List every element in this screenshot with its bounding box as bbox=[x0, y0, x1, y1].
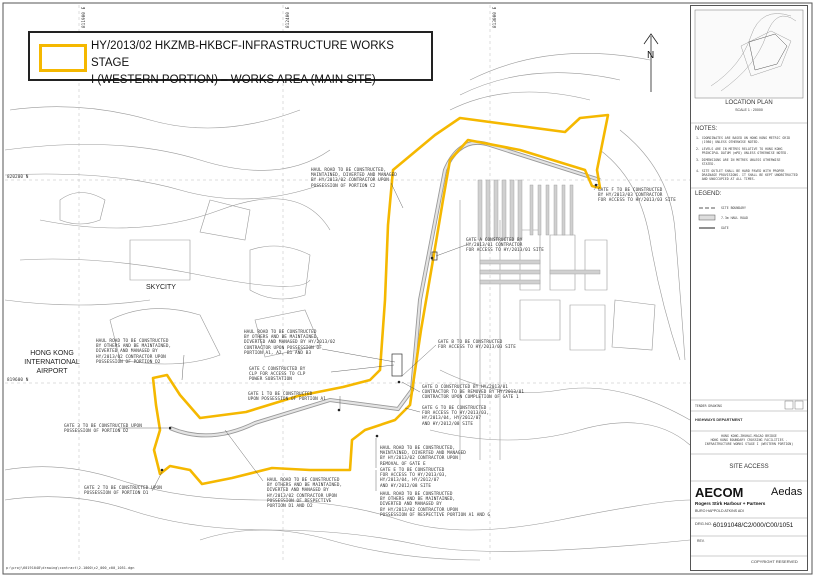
grid-label-e3: 813000 E bbox=[493, 6, 498, 28]
copyright-notice: COPYRIGHT RESERVED bbox=[751, 559, 798, 564]
annotation-haul-diverted: HAUL ROAD TO BE CONSTRUCTED, MAINTAINED, DIVERTED AND MANAGED BY HY/2013/02 CONTRACTOR UPON REMOVAL OF GATE E bbox=[380, 446, 466, 467]
north-arrow-icon bbox=[644, 34, 658, 92]
annotation-gate-d: GATE D CONSTRUCTED BY HY/2013/01 CONTRACTOR TO BE REMOVED BY HY/2013/01 CONTRACTOR UPON COMPLETION OF GATE 1 bbox=[422, 385, 525, 401]
file-path: p:\proj\60191048\drawing\contract\2-1000\c2_000_c00_1051.dgn bbox=[6, 566, 135, 570]
location-plan-scale: SCALE 1 : 20000 bbox=[735, 108, 763, 112]
partners-line: Rogers Stirk Harbour + Partners bbox=[695, 501, 766, 506]
tender-drawing-label: TENDER DRAWING bbox=[695, 404, 722, 408]
drawing-title bbox=[91, 38, 426, 89]
gate-2-marker bbox=[161, 469, 164, 472]
place-airport-line3: AIRPORT bbox=[36, 368, 68, 375]
place-skycity: SKYCITY bbox=[146, 284, 176, 291]
annotation-gate-e: GATE E TO BE CONSTRUCTED FOR ACCESS TO HY/2013/03, HY/2013/04, HY/2012/07 AND HY/2012/08 SITE bbox=[380, 468, 448, 489]
annotation-haul-top: HAUL ROAD TO BE CONSTRUCTED, MAINTAINED, DIVERTED AND MANAGED BY HY/2013/02 CONTRACTOR UPON POSSESSION OF PORTION C2 bbox=[311, 168, 397, 189]
annotation-haul-bottom: HAUL ROAD TO BE CONSTRUCTED BY OTHERS AND BE MAINTAINED, DIVERTED AND MANAGED BY HY/2013/02 CONTRACTOR UPON POSSESSION OF RESPECTIVE PORTION D1 AND D2 bbox=[267, 478, 343, 510]
apron-blocks bbox=[478, 180, 600, 284]
note-item: 4. SITE OUTLET SHALL BE HARD PAVED WITH PROPER DRAINAGE PROVISIONS. IT SHALL BE KEPT UNOBSTRUCTED AND UNOCCUPIED AT ALL TIMES. bbox=[696, 169, 798, 181]
grid-label-n2: 819600 N bbox=[7, 378, 29, 383]
place-airport-line2: INTERNATIONAL bbox=[24, 359, 80, 366]
background-linework bbox=[5, 53, 690, 560]
annotation-gate-3: GATE 3 TO BE CONSTRUCTED UPON POSSESSION OF PORTION D2 bbox=[64, 424, 142, 435]
gate-b-marker bbox=[398, 381, 401, 384]
annotation-gate-a: GATE A CONSTRUCTED BY HY/2013/01 CONTRACTOR FOR ACCESS TO HY/2013/01 SITE bbox=[466, 238, 544, 254]
legend-item-gate: GATE bbox=[721, 226, 729, 230]
annotation-haul-mid: HAUL ROAD TO BE CONSTRUCTED BY OTHERS AND BE MAINTAINED, DIVERTED AND MANAGED BY HY/2013/02 CONTRACTOR UPON POSSESSION OF PORTION A1, A2, B1 AND B3 bbox=[244, 330, 336, 356]
drawing-subject: SITE ACCESS bbox=[729, 464, 769, 470]
legend-road-swatch bbox=[699, 215, 715, 220]
title-block bbox=[690, 5, 808, 571]
leader-lines bbox=[119, 183, 598, 491]
annotation-gate-b: GATE B TO BE CONSTRUCTED FOR ACCESS TO HY/2013/03 SITE bbox=[438, 340, 516, 351]
notes-heading: NOTES: bbox=[695, 126, 718, 132]
grid-label-n1: 820200 N bbox=[7, 175, 29, 180]
grid-label-e2: 812400 E bbox=[286, 6, 291, 28]
project-title: HONG KONG-ZHUHAI-MACAO BRIDGE HONG KONG BOUNDARY CROSSING FACILITIES - INFRASTRUCTURE WORKS STAGE I (WESTERN PORTION) bbox=[704, 434, 794, 446]
revision-label: REV. bbox=[697, 539, 705, 543]
annotation-haul-left: HAUL ROAD TO BE CONSTRUCTED BY OTHERS AND BE MAINTAINED, DIVERTED AND MANAGED BY HY/2013/02 CONTRACTOR UPON POSSESSION OF PORTION D2 bbox=[96, 339, 172, 365]
annotation-gate-f: GATE F TO BE CONSTRUCTED BY HY/2013/03 CONTRACTOR FOR ACCESS TO HY/2013/03 SITE bbox=[598, 188, 676, 204]
legend-item-road: 7.3m HAUL ROAD bbox=[721, 216, 748, 220]
north-label: N bbox=[647, 50, 655, 61]
department-name: HIGHWAYS DEPARTMENT bbox=[695, 418, 743, 422]
gate-3-marker bbox=[169, 427, 172, 430]
annotation-gate-2: GATE 2 TO BE CONSTRUCTED UPON POSSESSION OF PORTION D1 bbox=[84, 486, 162, 497]
gate-e-marker bbox=[376, 435, 379, 438]
annotation-gate-c: GATE C CONSTRUCTED BY CLP FOR ACCESS TO CLP POWER SUBSTATION bbox=[249, 367, 306, 383]
drawing-number-label: DRG.NO. bbox=[695, 521, 713, 526]
legend-heading: LEGEND: bbox=[695, 191, 722, 197]
drawing-number: 60191048/C2/000/C00/1051 bbox=[713, 522, 794, 529]
gate-1-marker bbox=[338, 409, 341, 412]
aedas-logo: Aedas bbox=[771, 486, 803, 498]
location-plan-heading: LOCATION PLAN bbox=[725, 100, 773, 106]
annotation-haul-bottom-right: HAUL ROAD TO BE CONSTRUCTED BY OTHERS AND BE MAINTAINED, DIVERTED AND MANAGED BY BY HY/2013/02 CONTRACTOR UPON POSSESSION OF RESPECTIVE PORTION A1 AND G bbox=[380, 492, 491, 518]
note-item: 2. LEVELS ARE IN METRES RELATIVE TO HONG KONG PRINCIPAL DATUM (mPD) UNLESS OTHERWISE NOTED. bbox=[696, 147, 789, 155]
note-item: 3. DIMENSIONS ARE IN METRES UNLESS OTHERWISE STATED. bbox=[696, 158, 781, 166]
title-line-2: I (WESTERN PORTION) – WORKS AREA (MAIN SITE) bbox=[91, 74, 376, 86]
legend-item-boundary: SITE BOUNDARY bbox=[721, 206, 746, 210]
partners-line-2: BURO HAPPOLD ATKINS ADI bbox=[695, 509, 744, 513]
grid-label-e1: 811900 E bbox=[82, 6, 87, 28]
title-line-1: HY/2013/02 HKZMB-HKBCF-INFRASTRUCTURE WORKS STAGE bbox=[91, 40, 394, 69]
title-legend-box bbox=[28, 31, 433, 86]
note-item: 1. COORDINATES ARE BASED ON HONG KONG METRIC GRID (1980) UNLESS OTHERWISE NOTED. bbox=[696, 136, 791, 144]
works-area-swatch bbox=[39, 44, 87, 72]
notes-list bbox=[696, 136, 804, 181]
annotation-gate-g: GATE G TO BE CONSTRUCTED FOR ACCESS TO HY/2013/03, HY/2013/04, HY/2012/07 AND HY/2012/08 SITE bbox=[422, 406, 490, 427]
annotation-gate-1: GATE 1 TO BE CONSTRUCTED UPON POSSESSION OF PORTION A1 bbox=[248, 392, 326, 403]
location-plan-frame bbox=[695, 10, 803, 98]
aecom-logo: AECOM bbox=[695, 485, 744, 500]
place-airport-line1: HONG KONG bbox=[30, 350, 74, 357]
